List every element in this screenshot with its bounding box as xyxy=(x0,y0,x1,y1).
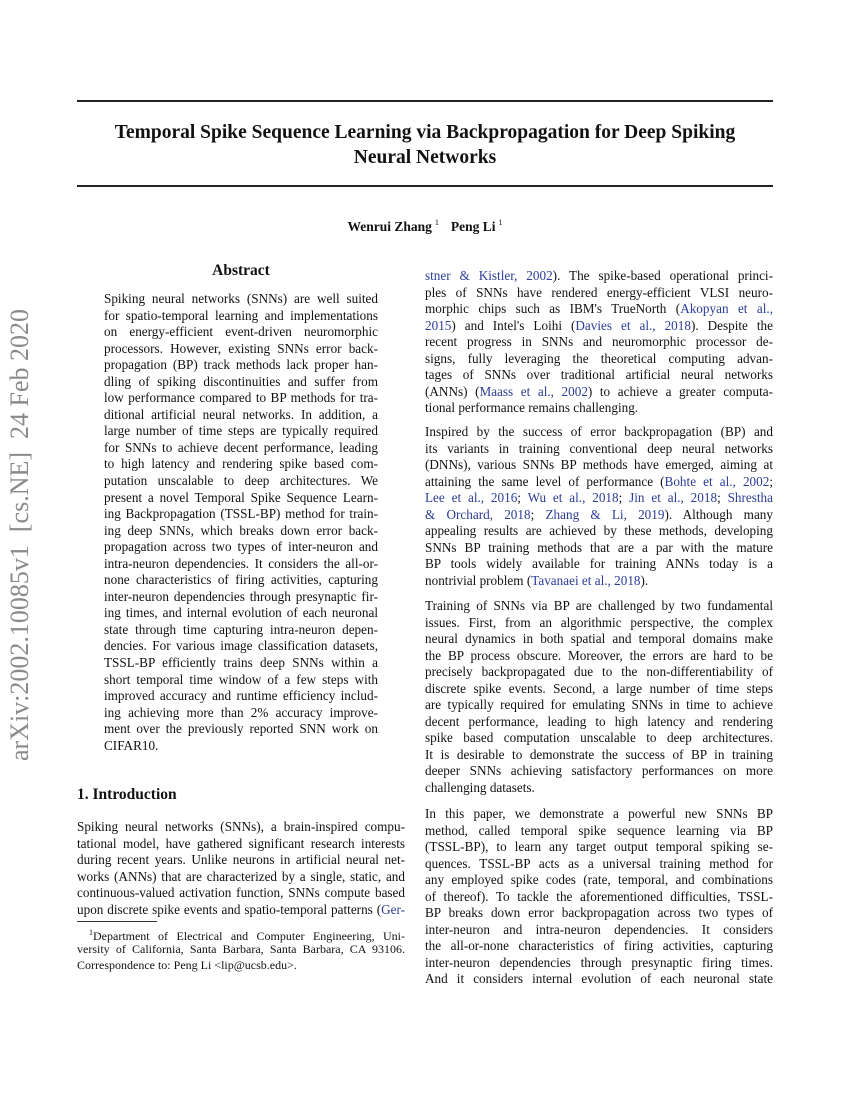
text-line xyxy=(425,507,773,524)
text-span: putation unscalable to deep architectures. We xyxy=(104,473,378,489)
citation-link[interactable]: Maass et al., 2002 xyxy=(479,383,588,399)
text-line xyxy=(425,351,773,368)
footnote-mark: 1 xyxy=(89,928,93,937)
citation-link[interactable]: Ger- xyxy=(381,901,405,917)
text-line xyxy=(425,922,773,939)
text-span: during recent years. Unlike neurons in artificial neural net- xyxy=(77,852,405,868)
text-line xyxy=(104,423,378,440)
citation-link[interactable]: Bohte et al., 2002 xyxy=(664,473,770,489)
text-span: (TSSL-BP), to learn any target output temporal spiking se- xyxy=(425,839,773,855)
text-line xyxy=(425,384,773,401)
text-span: Spiking neural networks (SNNs) are well suited xyxy=(104,291,378,306)
footnote-line xyxy=(77,925,405,941)
text-line xyxy=(425,424,773,441)
text-line xyxy=(425,763,773,780)
text-span: for SNNs to achieve decent performance, leading xyxy=(104,439,378,455)
text-span: precisely backpropagated due to the non-differentiability of xyxy=(425,664,773,680)
text-span: ples of SNNs have rendered energy-efficient VLSI neuro- xyxy=(425,284,773,300)
text-line xyxy=(425,714,773,731)
text-span: discrete spike events. Second, a large number of time steps xyxy=(425,680,773,696)
text-span: improved accuracy and runtime efficiency includ- xyxy=(104,688,378,704)
text-span: Inspired by the success of error backpropagation (BP) and xyxy=(425,424,773,439)
text-line xyxy=(104,291,378,308)
text-span: ditional artificial neural networks. In addition, a xyxy=(104,406,378,422)
citation-link[interactable]: Jin et al., 2018 xyxy=(629,490,718,506)
text-span: TSSL-BP efficiently trains deep SNNs within a xyxy=(104,655,378,671)
text-line xyxy=(425,598,773,615)
citation-link[interactable]: 2015 xyxy=(425,317,452,333)
text-line xyxy=(104,539,378,556)
text-span: are typically required for emulating SNNs in time to achieve xyxy=(425,697,773,713)
text-line xyxy=(425,856,773,873)
text-line xyxy=(104,556,378,573)
footnote-line: versity of California, Santa Barbara, Santa Barbara, CA 93106. xyxy=(77,942,405,956)
text-line xyxy=(425,806,773,823)
text-line xyxy=(104,589,378,606)
text-span: inter-neuron and intra-neuron dependencies. It considers xyxy=(425,921,773,937)
citation-link[interactable]: Akopyan et al., xyxy=(680,301,773,317)
text-line xyxy=(425,872,773,889)
text-line xyxy=(425,889,773,906)
text-line xyxy=(77,869,405,886)
introduction-paragraph xyxy=(425,806,773,988)
text-line xyxy=(104,605,378,622)
text-line xyxy=(425,474,773,491)
text-span: inter-neuron dependencies through presynaptic firing times. xyxy=(425,954,773,970)
text-line xyxy=(104,308,378,325)
text-line xyxy=(425,457,773,474)
text-line xyxy=(425,556,773,573)
text-line xyxy=(425,318,773,335)
text-span: present a novel Temporal Spike Sequence Learn- xyxy=(104,489,378,505)
text-line xyxy=(425,631,773,648)
text-span: dencies. For various image classification datasets, xyxy=(104,638,378,654)
text-line xyxy=(425,905,773,922)
text-line xyxy=(425,268,773,285)
text-span: ). Despite the xyxy=(690,317,773,333)
text-span: CIFAR10. xyxy=(104,737,159,753)
text-line xyxy=(77,836,405,853)
text-line xyxy=(425,490,773,507)
text-span: tional performance remains challenging. xyxy=(425,400,639,416)
text-span: ing times, and internal evolution of each neuronal xyxy=(104,605,378,621)
text-span: tational model, have gathered significant research interests xyxy=(77,835,405,851)
text-span: none characteristics of firing activities, capturing xyxy=(104,572,378,588)
text-span: (DNNs), various SNNs BP methods have emerged, aiming at xyxy=(425,457,773,473)
text-line xyxy=(425,573,773,590)
abstract-heading: Abstract xyxy=(212,262,270,279)
citation-link[interactable]: Tavanaei et al., 2018 xyxy=(531,572,641,588)
text-span: ; xyxy=(717,490,728,506)
text-span: decent performance, leading to high latency and rendering xyxy=(425,713,773,729)
text-line xyxy=(425,301,773,318)
title-bottom-rule xyxy=(77,185,773,187)
text-line xyxy=(104,341,378,358)
introduction-paragraph xyxy=(425,424,773,589)
text-line xyxy=(104,622,378,639)
title-line: Temporal Spike Sequence Learning via Backpropagation for Deep Spiking xyxy=(114,122,736,143)
text-line xyxy=(425,664,773,681)
text-span: to high latency and rendering spike based com- xyxy=(104,456,378,472)
text-span: BP breaks down error backpropagation across two types of xyxy=(425,905,773,921)
text-line xyxy=(104,721,378,738)
text-span: state through time capturing intra-neuron depen- xyxy=(104,621,378,637)
title-top-rule xyxy=(77,100,773,102)
text-span: ing Backpropagation (TSSL-BP) method for train- xyxy=(104,506,378,522)
citation-link[interactable]: Wu et al., 2018 xyxy=(527,490,619,506)
introduction-paragraph xyxy=(425,268,773,417)
text-span: large number of time steps are typically required xyxy=(104,423,378,439)
arxiv-sidebar-stamp: arXiv:2002.10085v1 [cs.NE] 24 Feb 2020 xyxy=(5,308,34,762)
text-line xyxy=(425,648,773,665)
text-span: signs, fully leveraging the theoretical computing advan- xyxy=(425,350,773,366)
citation-link[interactable]: stner & Kistler, 2002 xyxy=(425,268,553,283)
text-line xyxy=(104,672,378,689)
text-span: spike based computation unscalable to deep architectures. xyxy=(425,730,773,746)
introduction-heading: 1. Introduction xyxy=(77,786,177,803)
text-line xyxy=(104,506,378,523)
text-line xyxy=(425,971,773,988)
text-line xyxy=(425,681,773,698)
text-span: ing achieving more than 2% accuracy improve- xyxy=(104,704,378,720)
text-span: ) and Intel's Loihi ( xyxy=(451,317,576,333)
footnote-line: Correspondence to: Peng Li <lip@ucsb.edu>. xyxy=(77,958,297,972)
text-line xyxy=(104,523,378,540)
text-line xyxy=(104,738,378,755)
text-span: neural dynamics in both spatial and temporal domains make xyxy=(425,631,773,647)
text-line xyxy=(104,705,378,722)
text-line xyxy=(104,357,378,374)
author-affiliation-mark: 1 xyxy=(498,218,503,227)
text-span: for spatio-temporal learning and implementations xyxy=(104,307,378,323)
text-line xyxy=(104,324,378,341)
text-span: ). Although many xyxy=(664,506,773,522)
text-span: BP tools widely available for training ANNs today is a xyxy=(425,556,773,572)
text-span: intra-neuron dependencies. It considers the all-or- xyxy=(104,555,378,571)
text-line xyxy=(104,440,378,457)
abstract-body xyxy=(104,291,378,754)
text-span: any employed spike codes (rate, temporal, and combinations xyxy=(425,872,773,888)
text-span: attaining the same level of performance ( xyxy=(425,473,665,489)
text-line xyxy=(104,473,378,490)
text-span: the all-or-none characteristics of firing activities, capturing xyxy=(425,938,773,954)
text-line xyxy=(104,688,378,705)
text-span: quences. TSSL-BP acts as a universal training method for xyxy=(425,855,773,871)
text-span: appealing results are achieved by these methods, developing xyxy=(425,523,773,539)
text-span: recent progress in SNNs and neuromorphic processor de- xyxy=(425,334,773,350)
text-span: ; xyxy=(530,506,546,522)
text-span: the BP process obscure. Moreover, the errors are hard to be xyxy=(425,647,773,663)
citation-link[interactable]: & Orchard, 2018 xyxy=(425,506,531,522)
text-line xyxy=(77,902,405,919)
text-line xyxy=(425,441,773,458)
introduction-paragraph xyxy=(77,819,405,918)
text-span: nontrivial problem ( xyxy=(425,572,532,588)
text-line xyxy=(104,490,378,507)
text-line xyxy=(425,615,773,632)
author-name: Wenrui Zhang xyxy=(347,219,432,234)
citation-link[interactable]: Zhang & Li, 2019 xyxy=(545,506,665,522)
text-span: works (ANNs) that are characterized by a single, static, and xyxy=(77,868,405,884)
text-line xyxy=(425,780,773,797)
text-span: And it considers internal evolution of each neuronal state xyxy=(425,971,773,987)
text-span: ment over the previously reported SNN work on xyxy=(104,721,378,737)
text-span: ) to achieve a greater computa- xyxy=(587,383,773,399)
text-span: (ANNs) ( xyxy=(425,383,480,399)
text-line xyxy=(425,367,773,384)
text-line xyxy=(104,456,378,473)
text-span: continuous-valued activation function, SNNs compute based xyxy=(77,885,405,901)
citation-link[interactable]: Shrestha xyxy=(727,490,773,506)
text-line xyxy=(425,938,773,955)
text-line xyxy=(425,523,773,540)
text-line xyxy=(104,374,378,391)
text-span: ). The spike-based operational princi- xyxy=(552,268,773,283)
text-line xyxy=(425,400,773,417)
text-line xyxy=(425,823,773,840)
introduction-paragraph xyxy=(425,598,773,797)
text-span: propagation (BP) track methods lack proper han- xyxy=(104,357,378,373)
text-line xyxy=(425,730,773,747)
text-span: ; xyxy=(517,490,528,506)
text-span: Spiking neural networks (SNNs), a brain-inspired compu- xyxy=(77,819,405,834)
text-span: challenging datasets. xyxy=(425,780,535,796)
text-span: dling of spiking discontinuities and suffer from xyxy=(104,373,378,389)
text-span: issues. First, from an algorithmic perspective, the complex xyxy=(425,614,773,630)
author-affiliation-mark: 1 xyxy=(434,218,439,227)
text-span: processors. However, existing SNNs error back- xyxy=(104,340,378,356)
text-line xyxy=(425,334,773,351)
text-span: Training of SNNs via BP are challenged by two fundamental xyxy=(425,598,773,613)
text-span: deeper SNNs achieving satisfactory performances on more xyxy=(425,763,773,779)
text-line xyxy=(104,572,378,589)
text-line xyxy=(425,285,773,302)
text-span: ; xyxy=(769,473,773,489)
footnote-text: Department of Electrical and Computer Engineering, Uni- xyxy=(93,929,405,943)
text-span: its variants in training conventional deep neural networks xyxy=(425,440,773,456)
footnote xyxy=(77,925,405,973)
text-line xyxy=(425,747,773,764)
text-span: In this paper, we demonstrate a powerful new SNNs BP xyxy=(425,806,773,821)
text-line xyxy=(104,638,378,655)
text-span: ing deep SNNs, which breaks down error back- xyxy=(104,522,378,538)
text-line xyxy=(104,407,378,424)
text-line xyxy=(425,839,773,856)
text-span: ). xyxy=(640,572,649,588)
title-line: Neural Networks xyxy=(353,147,497,168)
text-line xyxy=(77,885,405,902)
author-list xyxy=(77,218,773,235)
footnote-rule xyxy=(77,921,157,922)
text-span: morphic chips such as IBM's TrueNorth ( xyxy=(425,301,681,317)
text-span: low performance compared to BP methods for tra- xyxy=(104,390,378,406)
citation-link[interactable]: Lee et al., 2016 xyxy=(425,490,518,506)
text-span: propagation across two types of inter-neuron and xyxy=(104,539,378,555)
text-span: on energy-efficient event-driven neuromorphic xyxy=(104,324,378,340)
text-line xyxy=(77,852,405,869)
text-line xyxy=(425,697,773,714)
text-line xyxy=(77,819,405,836)
text-span: SNNs BP training methods that are a par with the mature xyxy=(425,539,773,555)
text-span: It is desirable to demonstrate the success of BP in training xyxy=(425,746,773,762)
text-span: ; xyxy=(618,490,630,506)
text-line xyxy=(425,540,773,557)
author-name: Peng Li xyxy=(450,219,496,234)
text-line xyxy=(104,390,378,407)
text-span: upon discrete spike events and spatio-temporal patterns ( xyxy=(77,901,382,917)
text-span: tages of SNNs over traditional artificial neural networks xyxy=(425,367,773,383)
text-line xyxy=(425,955,773,972)
citation-link[interactable]: Davies et al., 2018 xyxy=(575,317,691,333)
text-span: inter-neuron dependencies through presynaptic fir- xyxy=(104,588,378,604)
text-line xyxy=(104,655,378,672)
text-span: method, called temporal spike sequence learning via BP xyxy=(425,822,773,838)
text-span: short temporal time window of a few steps with xyxy=(104,671,378,687)
text-span: of thereof). To tackle the aforementioned difficulties, TSSL- xyxy=(425,888,773,904)
paper-title xyxy=(77,120,773,170)
